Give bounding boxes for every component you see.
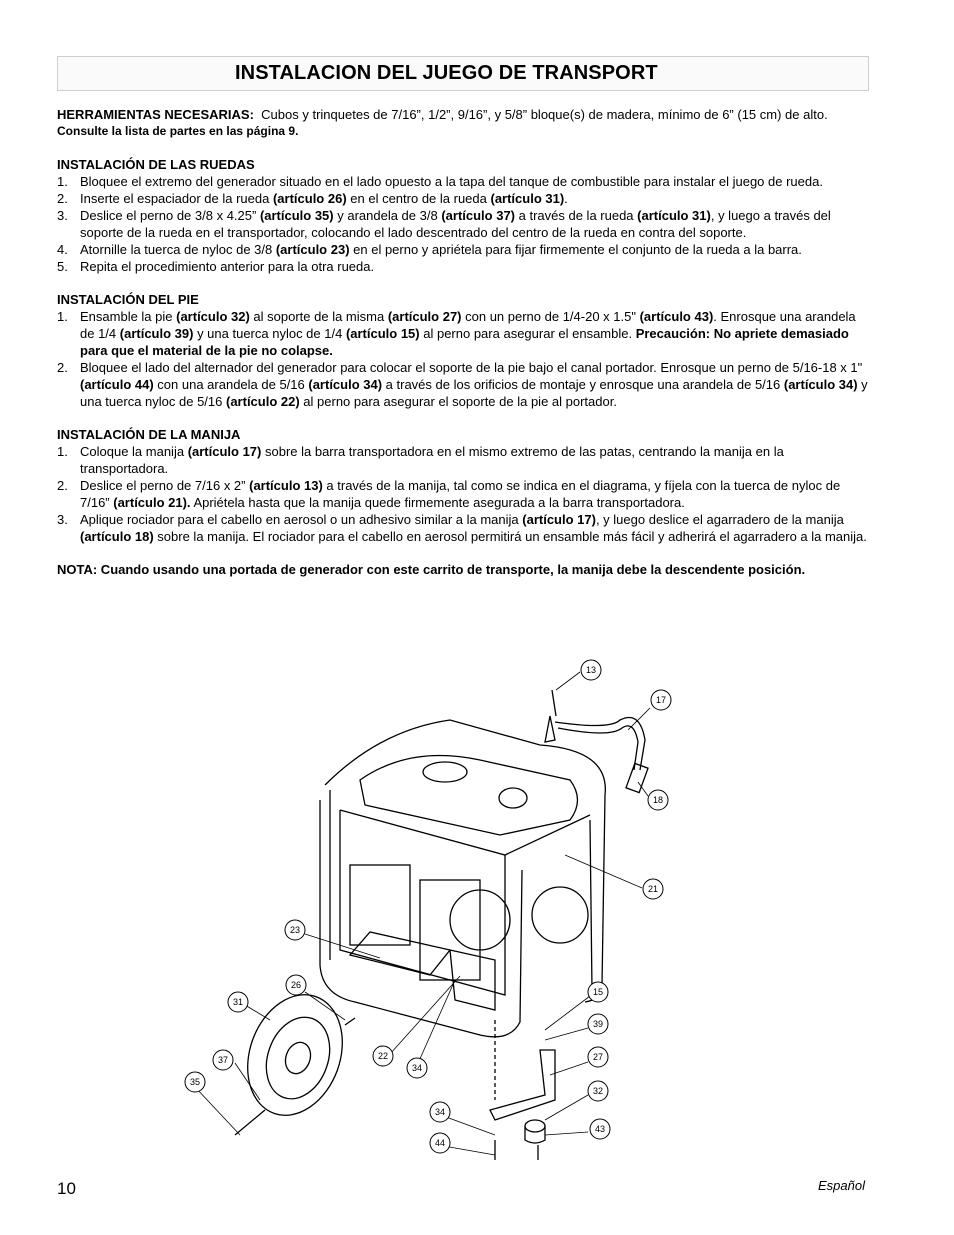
step-bold-text: (artículo 23) (275, 242, 350, 257)
step-bold-text: (artículo 34) (308, 377, 383, 392)
svg-text:35: 35 (189, 1077, 201, 1087)
callout-34-bottom (430, 1102, 450, 1122)
step-text: , y luego a través del soporte de la rueda en el transportador, colocando el lado descentrado del centro de la rueda en contra del soporte. (80, 208, 831, 240)
callout-31 (228, 992, 248, 1012)
step-text: al soporte de la misma (249, 309, 388, 324)
step-text: Repita el procedimiento anterior para la otra rueda. (80, 259, 375, 274)
step-bold-text: (artículo 35) (259, 208, 334, 223)
sections-container (57, 156, 870, 545)
step-bold-text: (artículo 17) (522, 512, 596, 527)
step-text: , y luego deslice el agarradero de la manija (595, 512, 844, 527)
callout-26 (286, 975, 306, 995)
step-number: 5. (57, 259, 68, 274)
svg-text:34: 34 (434, 1107, 446, 1117)
step-bold-text: (artículo 27) (387, 309, 462, 324)
step-text: Bloquee el lado del alternador del generador para colocar el soporte de la pie bajo el canal portador. Enrosque un perno de 5/16-18 x 1" (80, 360, 863, 375)
tools-paragraph (57, 106, 870, 123)
tools-text: Cubos y trinquetes de 7/16”, 1/2”, 9/16”, y 5/8” bloque(s) de madera, mínimo de 6” (15 cm) de alto. (261, 107, 828, 122)
callout-43 (590, 1119, 610, 1139)
callout-44 (430, 1133, 450, 1153)
step-item (57, 207, 870, 241)
svg-text:39: 39 (592, 1019, 604, 1029)
step-text: Apriétela hasta que la manija quede firmemente asegurada a la barra transportadora. (190, 495, 685, 510)
step-text: Bloquee el extremo del generador situado en el lado opuesto a la tapa del tanque de combustible para instalar el juego de rueda. (80, 174, 823, 189)
step-text: a través de la manija, tal como se indica en el diagrama, y fíjela con la tuerca de nyloc de 7/16” (80, 478, 841, 510)
parts-reference: Consulte la lista de partes en las página 9. (57, 124, 299, 138)
step-text: Atornille la tuerca de nyloc de 3/8 (80, 242, 276, 257)
exploded-diagram (150, 650, 870, 1180)
step-number: 3. (57, 208, 68, 223)
step-bold-text: (artículo 18) (80, 529, 154, 544)
step-number: 1. (57, 309, 68, 324)
step-text: en el perno y apriétela para fijar firmemente el conjunto de la rueda a la barra. (349, 242, 802, 257)
callout-21 (643, 879, 663, 899)
step-bold-text: (artículo 32) (176, 309, 250, 324)
step-bold-text: (artículo 26) (272, 191, 347, 206)
step-text: con una arandela de 5/16 (153, 377, 309, 392)
step-bold-text: (artículo 15) (345, 326, 420, 341)
step-text: y una tuerca nyloc de 1/4 (193, 326, 346, 341)
callout-37 (213, 1050, 233, 1070)
step-number: 2. (57, 360, 68, 375)
svg-text:17: 17 (655, 695, 667, 705)
step-number: 1. (57, 174, 68, 189)
step-bold-text: (artículo 21). (113, 495, 191, 510)
section-heading: INSTALACIÓN DEL PIE (57, 292, 199, 307)
step-item (57, 359, 870, 410)
callout-13 (581, 660, 601, 680)
step-bold-text: (artículo 39) (119, 326, 194, 341)
callout-17 (651, 690, 671, 710)
step-text: con un perno de 1/4-20 x 1.5" (461, 309, 640, 324)
step-item (57, 173, 870, 190)
step-item (57, 258, 870, 275)
step-bold-text: (artículo 31) (490, 191, 565, 206)
step-text: Aplique rociador para el cabello en aerosol o un adhesivo similar a la manija (80, 512, 523, 527)
svg-text:37: 37 (217, 1055, 229, 1065)
steps-list (57, 443, 870, 545)
step-number: 1. (57, 444, 68, 459)
steps-list (57, 173, 870, 275)
step-bold-text: (artículo 43) (639, 309, 714, 324)
wheel-illustration (232, 981, 359, 1135)
step-text: a través de los orificios de montaje y enrosque una arandela de 5/16 (382, 377, 784, 392)
step-text: a través de la rueda (515, 208, 638, 223)
step-item (57, 308, 870, 359)
step-bold-text: (artículo 44) (80, 377, 154, 392)
step-text: al perno para asegurar el soporte de la pie al portador. (299, 394, 617, 409)
step-text: sobre la manija. El rociador para el cabello en aerosol permitirá un ensamble más fácil y adherirá el agarradero a la manija. (153, 529, 867, 544)
step-text: Deslice el perno de 7/16 x 2” (80, 478, 250, 493)
step-text: y arandela de 3/8 (333, 208, 442, 223)
step-bold-text: Precaución: No apriete demasiado para que el material de la pie no colapse. (80, 326, 849, 358)
step-text: Inserte el espaciador de la rueda (80, 191, 273, 206)
callout-32 (588, 1081, 608, 1101)
step-item (57, 190, 870, 207)
callout-27 (588, 1047, 608, 1067)
step-bold-text: (artículo 13) (249, 478, 323, 493)
callout-34-top (407, 1058, 427, 1078)
svg-text:18: 18 (652, 795, 664, 805)
svg-text:27: 27 (592, 1052, 604, 1062)
svg-text:44: 44 (434, 1138, 446, 1148)
page-number: 10 (57, 1179, 76, 1198)
step-bold-text: (artículo 34) (783, 377, 858, 392)
footer-language: Español (818, 1178, 865, 1193)
step-text: y una tuerca nyloc de 5/16 (80, 377, 868, 409)
step-text: . Enrosque una arandela de 1/4 (80, 309, 856, 341)
tools-label: HERRAMIENTAS NECESARIAS: (57, 107, 254, 122)
step-number: 2. (57, 478, 68, 493)
svg-text:22: 22 (377, 1051, 389, 1061)
svg-text:15: 15 (592, 987, 604, 997)
instructions (57, 106, 870, 578)
svg-text:43: 43 (594, 1124, 606, 1134)
step-item (57, 477, 870, 511)
leader-lines (195, 672, 650, 1155)
callout-39 (588, 1014, 608, 1034)
page-title: INSTALACION DEL JUEGO DE TRANSPORT (235, 62, 658, 84)
step-item (57, 241, 870, 258)
callout-22 (373, 1046, 393, 1066)
foot-illustration (490, 1020, 555, 1160)
callout-15 (588, 982, 608, 1002)
section-heading: INSTALACIÓN DE LAS RUEDAS (57, 157, 255, 172)
step-bold-text: (artículo 31) (637, 208, 711, 223)
callout-35 (185, 1072, 205, 1092)
step-number: 4. (57, 242, 68, 257)
svg-text:13: 13 (585, 665, 597, 675)
svg-text:21: 21 (647, 884, 659, 894)
steps-list (57, 308, 870, 410)
step-text: en el centro de la rueda (346, 191, 491, 206)
step-text: sobre la barra transportadora en el mismo extremo de las patas, centrando la manija en la transportadora. (80, 444, 784, 476)
step-text: Coloque la manija (80, 444, 188, 459)
step-bold-text: (artículo 37) (441, 208, 516, 223)
step-text: Ensamble la pie (80, 309, 177, 324)
step-number: 3. (57, 512, 68, 527)
svg-text:34: 34 (411, 1063, 423, 1073)
generator-illustration (320, 720, 605, 1037)
step-bold-text: (artículo 22) (226, 394, 300, 409)
step-item (57, 511, 870, 545)
step-number: 2. (57, 191, 68, 206)
step-item (57, 443, 870, 477)
step-text: . (564, 191, 568, 206)
svg-text:26: 26 (290, 980, 302, 990)
callout-23 (285, 920, 305, 940)
callout-18 (648, 790, 668, 810)
title-banner (57, 56, 869, 91)
svg-text:31: 31 (232, 997, 244, 1007)
step-bold-text: (artículo 17) (187, 444, 262, 459)
section-heading: INSTALACIÓN DE LA MANIJA (57, 427, 241, 442)
svg-text:32: 32 (592, 1086, 604, 1096)
step-text: Deslice el perno de 3/8 x 4.25” (80, 208, 260, 223)
svg-text:23: 23 (289, 925, 301, 935)
step-text: al perno para asegurar el ensamble. (419, 326, 636, 341)
note (57, 561, 870, 578)
note-text: NOTA: Cuando usando una portada de generador con este carrito de transporte, la manija debe la descendente posición. (57, 562, 806, 577)
